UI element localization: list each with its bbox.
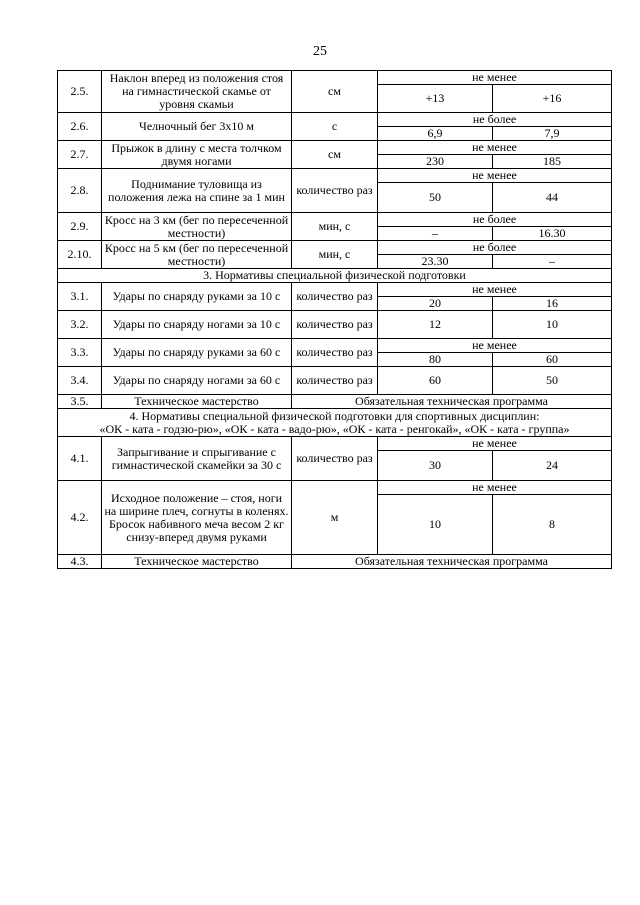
unit: см (292, 71, 378, 113)
program-text: Обязательная техническая программа (292, 555, 612, 569)
value-2: 50 (493, 367, 612, 395)
condition: не более (378, 113, 612, 127)
exercise-name: Кросс на 3 км (бег по пересеченной местности) (102, 213, 292, 241)
table-row (58, 283, 612, 297)
row-number: 3.1. (58, 283, 102, 311)
section-4-title-line-2: «ОК - ката - годзю-рю», «ОК - ката - вадо-рю», «ОК - ката - ренгокай», «ОК - ката - группа» (99, 421, 570, 436)
value-2: 24 (493, 451, 612, 481)
table-row (58, 241, 612, 255)
section-4-title (58, 409, 612, 437)
exercise-name: Наклон вперед из положения стоя на гимнастической скамье от уровня скамьи (102, 71, 292, 113)
condition: не менее (378, 141, 612, 155)
table-row (58, 71, 612, 85)
value-1: 6,9 (378, 127, 493, 141)
value-1: 10 (378, 495, 493, 555)
unit: мин, с (292, 213, 378, 241)
unit: количество раз (292, 339, 378, 367)
section-header-row (58, 269, 612, 283)
exercise-name: Удары по снаряду ногами за 10 с (102, 311, 292, 339)
row-number: 2.7. (58, 141, 102, 169)
exercise-name: Кросс на 5 км (бег по пересеченной местности) (102, 241, 292, 269)
table-row (58, 141, 612, 155)
unit: мин, с (292, 241, 378, 269)
row-number: 3.5. (58, 395, 102, 409)
row-number: 2.8. (58, 169, 102, 213)
table-row (58, 437, 612, 451)
condition: не менее (378, 481, 612, 495)
value-1: 30 (378, 451, 493, 481)
value-2: 10 (493, 311, 612, 339)
exercise-name: Удары по снаряду руками за 10 с (102, 283, 292, 311)
row-number: 3.3. (58, 339, 102, 367)
value-1: 60 (378, 367, 493, 395)
exercise-name: Челночный бег 3x10 м (102, 113, 292, 141)
unit: количество раз (292, 311, 378, 339)
condition: не более (378, 213, 612, 227)
value-1: +13 (378, 85, 493, 113)
row-number: 4.2. (58, 481, 102, 555)
section-3-title: 3. Нормативы специальной физической подготовки (58, 269, 612, 283)
exercise-name: Прыжок в длину с места толчком двумя ногами (102, 141, 292, 169)
row-number: 2.6. (58, 113, 102, 141)
exercise-name: Техническое мастерство (102, 555, 292, 569)
unit: с (292, 113, 378, 141)
value-1: – (378, 227, 493, 241)
unit: количество раз (292, 283, 378, 311)
exercise-name: Поднимание туловища из положения лежа на спине за 1 мин (102, 169, 292, 213)
exercise-name: Удары по снаряду ногами за 60 с (102, 367, 292, 395)
table-row (58, 395, 612, 409)
table-row (58, 213, 612, 227)
unit: количество раз (292, 367, 378, 395)
condition: не менее (378, 71, 612, 85)
value-2: 44 (493, 183, 612, 213)
row-number: 3.4. (58, 367, 102, 395)
value-1: 20 (378, 297, 493, 311)
value-2: – (493, 255, 612, 269)
unit: м (292, 481, 378, 555)
value-2: 8 (493, 495, 612, 555)
condition: не менее (378, 283, 612, 297)
exercise-name: Исходное положение – стоя, ноги на ширине плеч, согнуты в коленях. Бросок набивного меча весом 2 кг снизу-вперед двумя руками (102, 481, 292, 555)
condition: не более (378, 241, 612, 255)
standards-table (57, 70, 612, 569)
condition: не менее (378, 339, 612, 353)
value-2: +16 (493, 85, 612, 113)
row-number: 4.3. (58, 555, 102, 569)
value-1: 50 (378, 183, 493, 213)
value-2: 185 (493, 155, 612, 169)
row-number: 3.2. (58, 311, 102, 339)
unit: количество раз (292, 437, 378, 481)
unit: см (292, 141, 378, 169)
exercise-name: Запрыгивание и спрыгивание с гимнастической скамейки за 30 с (102, 437, 292, 481)
table-row (58, 113, 612, 127)
value-1: 80 (378, 353, 493, 367)
exercise-name: Удары по снаряду руками за 60 с (102, 339, 292, 367)
value-1: 12 (378, 311, 493, 339)
condition: не менее (378, 169, 612, 183)
page-number: 25 (313, 44, 327, 59)
table-row (58, 169, 612, 183)
table-row (58, 481, 612, 495)
table-row (58, 555, 612, 569)
row-number: 4.1. (58, 437, 102, 481)
value-2: 16.30 (493, 227, 612, 241)
row-number: 2.10. (58, 241, 102, 269)
unit: количество раз (292, 169, 378, 213)
value-2: 16 (493, 297, 612, 311)
program-text: Обязательная техническая программа (292, 395, 612, 409)
value-1: 230 (378, 155, 493, 169)
table-row (58, 311, 612, 339)
exercise-name: Техническое мастерство (102, 395, 292, 409)
section-4-title-line-1: 4. Нормативы специальной физической подготовки для спортивных дисциплин: (129, 408, 540, 423)
section-header-row (58, 409, 612, 437)
condition: не менее (378, 437, 612, 451)
value-1: 23.30 (378, 255, 493, 269)
value-2: 60 (493, 353, 612, 367)
row-number: 2.5. (58, 71, 102, 113)
row-number: 2.9. (58, 213, 102, 241)
value-2: 7,9 (493, 127, 612, 141)
table-row (58, 367, 612, 395)
table-row (58, 339, 612, 353)
